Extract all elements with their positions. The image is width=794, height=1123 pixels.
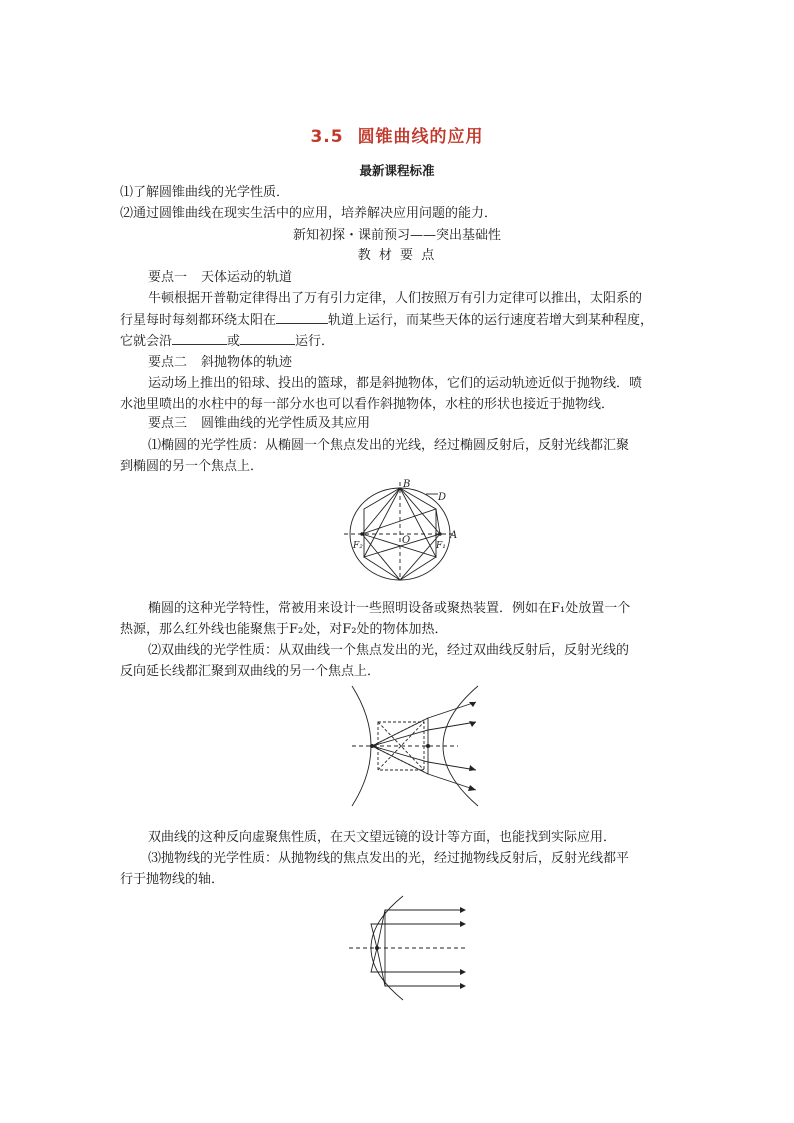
parabola-arrow-2 [460, 921, 466, 927]
point2-label: 要点二 [148, 355, 188, 370]
point2-line-1: 运动场上推出的铅球、投出的篮球，都是斜抛物体，它们的运动轨迹近似于抛物线．喷 [148, 376, 643, 391]
arrow-head-1 [469, 702, 476, 707]
arrow-head-4 [468, 785, 476, 791]
page-title [0, 122, 794, 147]
point1-label: 要点一 [148, 270, 188, 285]
section-number: 3.5 [310, 127, 344, 147]
parabola-arrow-3 [460, 969, 466, 975]
hyperbola-figure [350, 682, 480, 810]
point2-line-2: 水池里喷出的水柱中的每一部分水也可以看作斜抛物体，水柱的形状也接近于抛物线． [120, 397, 615, 412]
point1-title: 天体运动的轨道 [201, 270, 293, 285]
ellipse-text-1: ⑴椭圆的光学性质：从椭圆一个焦点发出的光线，经过椭圆反射后，反射光线都汇聚 [148, 438, 630, 453]
title-text: 圆锥曲线的应用 [357, 127, 484, 147]
parabola-ray-2 [371, 924, 460, 948]
ellipse-note-2: 热源，那么红外线也能聚焦于F₂处，对F₂处的物体加热． [120, 622, 448, 637]
hyperbola-text-1: ⑵双曲线的光学性质：从双曲线一个焦点发出的光，经过双曲线反射后，反射光线的 [148, 643, 630, 658]
ellipse-label-f1: F₁ [436, 541, 446, 551]
point1-text-d: 或 [227, 334, 241, 349]
point1-text-c: 它就会沿 [120, 334, 173, 349]
hyperbola-text-2: 反向延长线都汇聚到双曲线的另一个焦点上． [120, 664, 381, 679]
parabola-ray-1 [377, 910, 460, 948]
hyperbola-focus-left [370, 744, 374, 748]
point3-title: 圆锥曲线的光学性质及其应用 [201, 416, 371, 431]
fill-blank-1[interactable] [276, 311, 328, 324]
point2-heading [148, 351, 292, 370]
point1-text-a: 行星每时每刻都环绕太阳在 [120, 313, 277, 328]
ellipse-label-f2: F₂ [353, 541, 363, 551]
parabola-ray-4 [377, 948, 460, 986]
point1-text-b: 轨道上运行，而某些天体的运行速度若增大到某种程度， [328, 313, 654, 328]
section-subheading: 教 材 要 点 [357, 248, 437, 263]
ellipse-label-d: D [438, 492, 447, 503]
standard-item-1: ⑴了解圆锥曲线的光学性质． [120, 185, 290, 200]
fill-blank-3[interactable] [240, 332, 295, 345]
parabola-text-1: ⑶抛物线的光学性质：从抛物线的焦点发出的光，经过抛物线反射后，反射光线都平 [148, 851, 630, 866]
point1-line-1: 牛顿根据开普勒定律得出了万有引力定律，人们按照万有引力定律可以推出，太阳系的 [148, 291, 643, 306]
point1-text-e: 运行． [295, 334, 335, 349]
ellipse-figure [340, 476, 460, 584]
parabola-ray-3 [371, 948, 460, 972]
point2-title: 斜抛物体的轨迹 [201, 355, 293, 370]
fill-blank-2[interactable] [172, 332, 227, 345]
focus-f2-point [360, 532, 364, 536]
arrow-head-2 [469, 721, 476, 727]
point3-label: 要点三 [148, 416, 188, 431]
ellipse-note-1: 椭圆的这种光学特性，常被用来设计一些照明设备或聚热装置．例如在F₁处放置一个 [148, 601, 631, 616]
parabola-arrow-4 [460, 983, 466, 989]
ellipse-rays [362, 488, 440, 557]
ellipse-label-b: B [403, 479, 411, 490]
focus-f1-point [438, 532, 442, 536]
section-heading: 新知初探・课前预习——突出基础性 [292, 228, 501, 243]
point1-line-2 [120, 309, 653, 328]
parabola-arrow-1 [460, 907, 466, 913]
parabola-focus [375, 946, 379, 950]
ellipse-label-o: O [402, 535, 411, 546]
point1-heading [148, 266, 292, 285]
arrow-head-3 [469, 765, 476, 771]
parabola-text-2: 行于抛物线的轴． [120, 872, 225, 887]
hyperbola-note: 双曲线的这种反向虚聚焦性质，在天文望远镜的设计等方面，也能找到实际应用． [148, 830, 617, 845]
ellipse-label-a: A [450, 530, 458, 541]
point3-heading [148, 412, 370, 431]
hyperbola-focus-right [426, 744, 430, 748]
standard-heading: 最新课程标准 [359, 163, 435, 178]
ellipse-text-2: 到椭圆的另一个焦点上． [120, 459, 264, 474]
point1-line-3 [120, 330, 334, 349]
standard-item-2: ⑵通过圆锥曲线在现实生活中的应用，培养解决应用问题的能力． [120, 206, 498, 221]
parabola-figure [345, 892, 470, 1004]
